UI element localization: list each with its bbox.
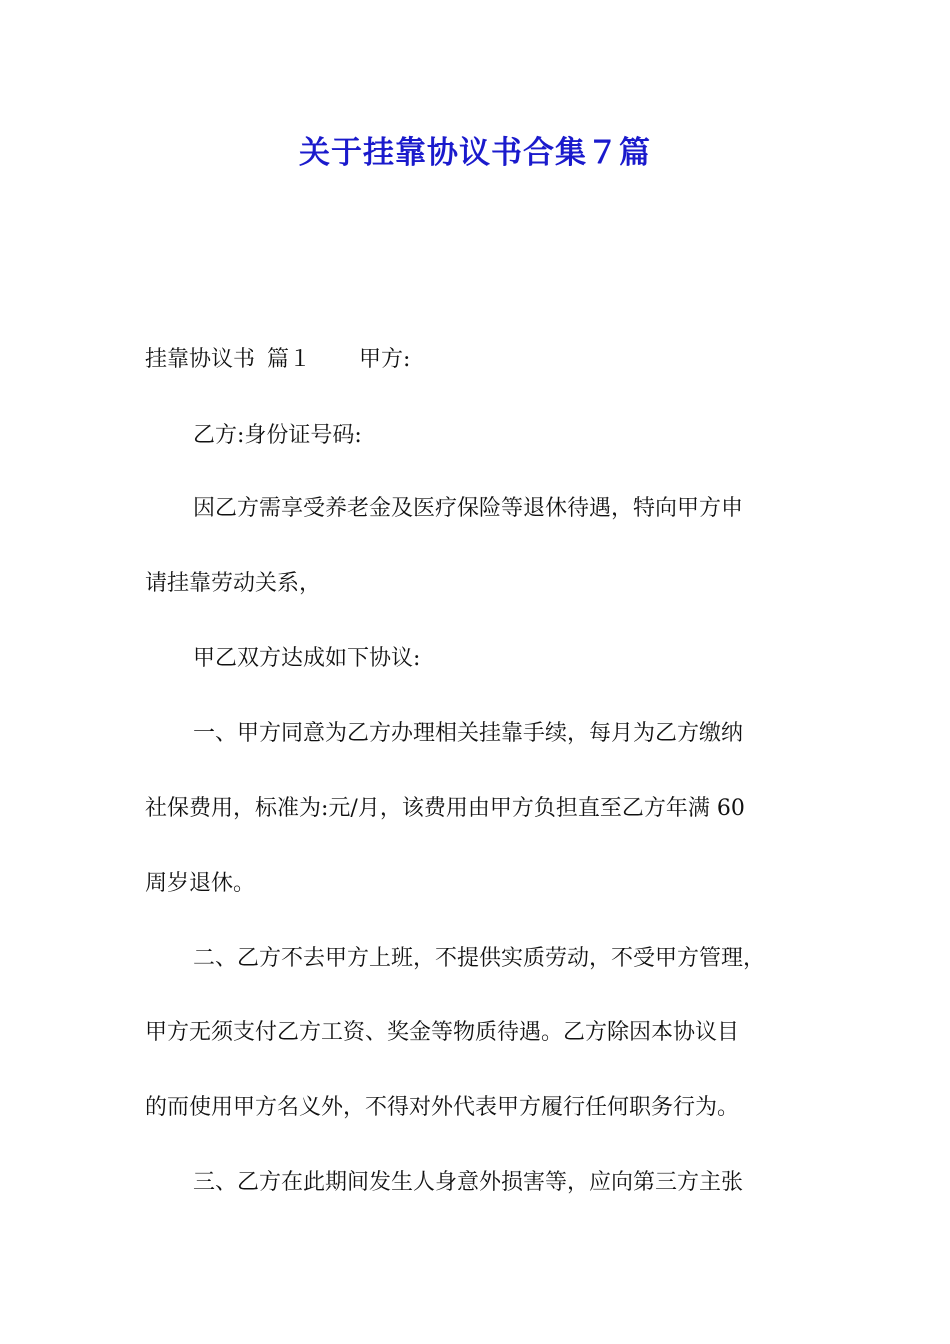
doc-name: 挂靠协议书: [145, 347, 256, 372]
paragraph-line: 社保费用，标准为:元/月，该费用由甲方负担直至乙方年满 60: [145, 796, 745, 821]
paragraph-line: 因乙方需享受养老金及医疗保险等退休待遇，特向甲方申: [193, 496, 744, 521]
paragraph-line: 一、甲方同意为乙方办理相关挂靠手续，每月为乙方缴纳: [193, 721, 744, 746]
paragraph-line: 二、乙方不去甲方上班，不提供实质劳动，不受甲方管理，: [193, 946, 766, 971]
paragraph-line: 乙方:身份证号码:: [193, 423, 362, 448]
paragraph-line: 请挂靠劳动关系，: [145, 571, 322, 596]
paragraph-line: 三、乙方在此期间发生人身意外损害等，应向第三方主张: [193, 1170, 744, 1195]
paragraph-line: 周岁退休。: [145, 871, 256, 896]
paragraph-line: 甲乙双方达成如下协议:: [193, 646, 421, 671]
paragraph-line: 的而使用甲方名义外，不得对外代表甲方履行任何职务行为。: [145, 1095, 740, 1120]
document-title: 关于挂靠协议书合集７篇: [299, 135, 651, 171]
heading-line: [145, 345, 410, 375]
party-a-label: 甲方:: [359, 347, 411, 372]
section-label: 篇１: [267, 347, 312, 372]
paragraph-line: 甲方无须支付乙方工资、奖金等物质待遇。乙方除因本协议目: [145, 1020, 740, 1045]
